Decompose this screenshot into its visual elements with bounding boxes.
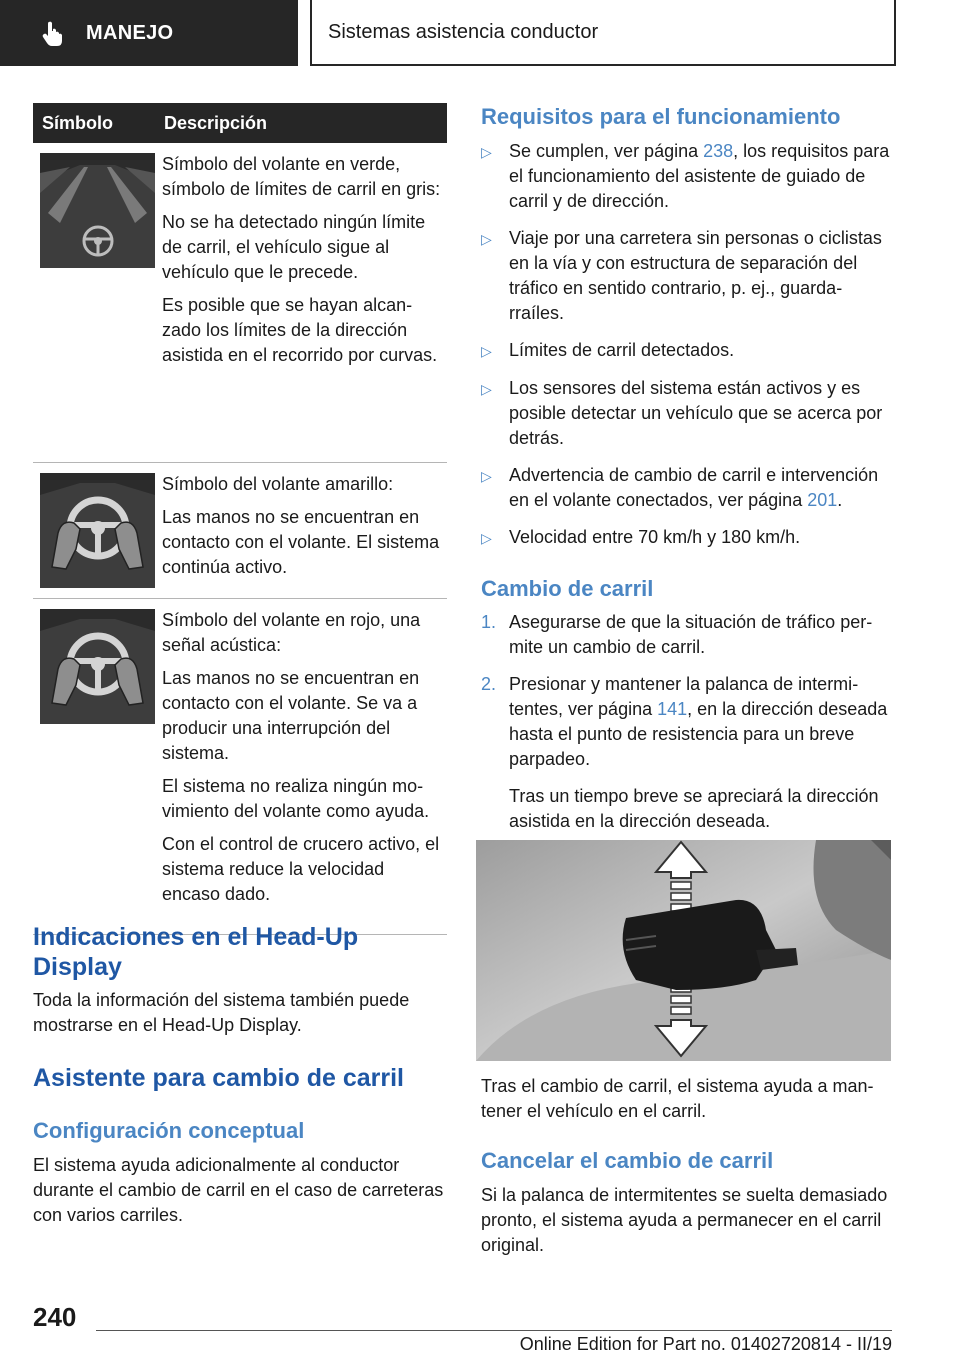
row3-text-1: Símbolo del volante en rojo, una señal acústica: [162,610,421,655]
steering-wheel-red-hands-icon [40,609,155,724]
page-link-201[interactable]: 201 [807,490,838,510]
lane-change-steps [481,610,891,834]
chapter-tab [310,0,896,66]
lane-change-heading: Cambio de carril [481,576,654,601]
list-item: ▷ Velocidad entre 70 km/h y 180 km/h. [481,525,891,551]
page-link-238[interactable]: 238 [703,141,734,161]
list-item: ▷ Advertencia de cambio de carril e intervención en el volante conectados, ver página 201. [481,463,891,513]
steering-wheel-yellow-hands-icon [40,473,155,588]
table-header [33,103,447,143]
page-link-141[interactable]: 141 [657,699,688,719]
hud-text: Toda la información del sistema también puede mostrarse en el Head-Up Display. [33,990,410,1035]
table-row [33,599,447,935]
after-image-text: Tras el cambio de carril, el sistema ayuda a mantener el vehículo en el carril. [481,1076,874,1121]
triangle-bullet-icon: ▷ [481,231,492,247]
row3-text-2: Las manos no se encuentran en contacto con el volante. Se va a producir una interrupción del sistema. [162,668,420,763]
section-title: MANEJO [86,21,174,44]
table-row [33,463,447,599]
footer-edition: Online Edition for Part no. 01402720814 - II/19 [519,1334,892,1354]
symbol-table [33,103,447,935]
row3-text-4: Con el control de crucero activo, el sistema reduce la velocidad encaso dado. [162,834,440,904]
requirements-heading: Requisitos para el funcionamiento [481,104,841,129]
triangle-bullet-icon: ▷ [481,343,492,359]
col-symbol-header: Símbolo [42,112,113,133]
list-item: 1. Asegurarse de que la situación de tráfico permite un cambio de carril. [481,612,873,657]
row1-text-3: Es posible que se hayan alcanzado los límites de la dirección asistida en el recorrido por curvas. [162,295,438,365]
requirements-list [481,139,891,551]
list-item: ▷ Límites de carril detectados. [481,338,891,364]
row1-text-1: Símbolo del volante en verde, símbolo de límites de carril en gris: [162,154,441,199]
concept-heading: Configuración conceptual [33,1118,305,1143]
triangle-bullet-icon: ▷ [481,381,492,397]
row1-text-2: No se ha detectado ningún límite de carril, el vehículo sigue al vehículo que le precede. [162,212,426,282]
row3-text-3: El sistema no realiza ningún movimiento del volante como ayuda. [162,776,430,821]
list-item: 2. Presionar y mantener la palanca de intermitentes, ver página 141, en la dirección deseada hasta el punto de resistencia para un breve parpadeo. Tras un tiempo breve se apreciará la dirección asistida en la dirección deseada. [481,672,891,834]
step2-extra: Tras un tiempo breve se apreciará la dirección asistida en la dirección deseada. [509,786,879,831]
steering-wheel-green-icon [40,153,155,268]
list-item: ▷ Se cumplen, ver página 238, los requisitos para el funcionamiento del asistente de guiado de carril y de dirección. [481,139,891,214]
lane-change-assist-heading: Asistente para cambio de carril [33,1064,404,1092]
list-item: ▷ Los sensores del sistema están activos y es posible detectar un vehículo que se acerca por detrás. [481,376,891,451]
section-tab [0,0,298,66]
footer-divider [96,1330,892,1331]
triangle-bullet-icon: ▷ [481,144,492,160]
row2-text-2: Las manos no se encuentran en contacto con el volante. El sistema continúa activo. [162,507,440,577]
hud-heading: Indicaciones en el Head-Up Display [33,923,359,981]
row2-text-1: Símbolo del volante amarillo: [162,474,394,494]
triangle-bullet-icon: ▷ [481,468,492,484]
col-description-header: Descripción [164,112,268,133]
concept-text: El sistema ayuda adicionalmente al conductor durante el cambio de carril en el caso de carreteras con varios carriles. [33,1155,444,1225]
cancel-text: Si la palanca de intermitentes se suelta demasiado pronto, el sistema ayuda a permanecer en el carril original. [481,1185,888,1255]
cancel-heading: Cancelar el cambio de carril [481,1148,774,1173]
page-number: 240 [33,1302,77,1332]
chapter-title: Sistemas asistencia conductor [328,20,599,43]
triangle-bullet-icon: ▷ [481,530,492,546]
hand-pointer-icon [40,20,66,46]
table-row [33,143,447,463]
turn-signal-lever-image [476,840,891,1061]
list-item: ▷ Viaje por una carretera sin personas o ciclistas en la vía y con estructura de separación del tráfico en sentido contrario, p. ej., guardarraíles. [481,226,891,326]
